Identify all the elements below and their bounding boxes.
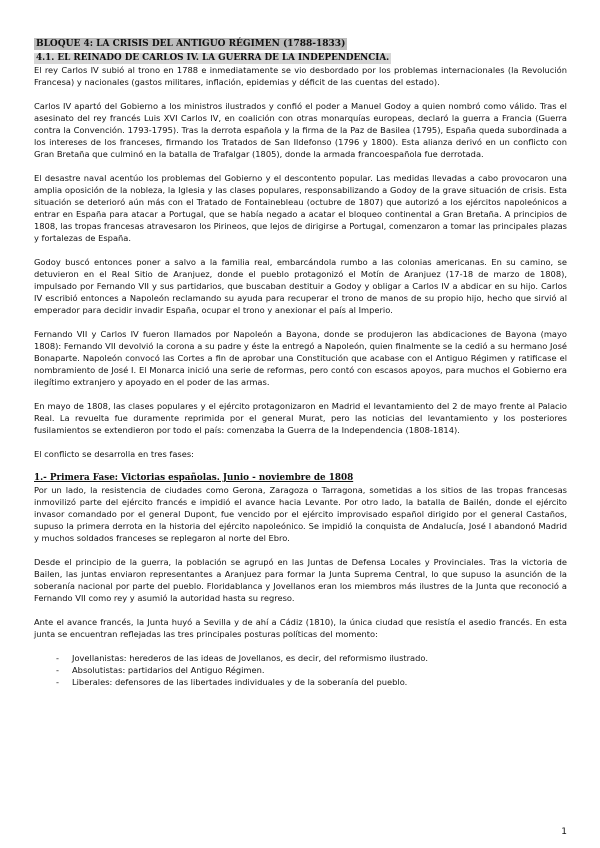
paragraph: Godoy buscó entonces poner a salvo a la familia real, embarcándola rumbo a las colonias americanas. En su camino, se detuvieron en el Real Sitio de Aranjuez, donde el pueblo protagonizó el Motín de Aranjuez (17-18 de marzo de 1808), impulsado por Fernando VII y sus partidarios, que buscaban destituir a Godoy y obligar a Carlos IV a abdicar en su hijo. Carlos IV escribió entonces a Napoleón reclamando su ayuda para recuperar el trono de manos de su propio hijo, hecho que sirvió al emperador para decidir invadir España, ocupar el trono y anexionar el país al Imperio. — [34, 257, 567, 315]
paragraph: El desastre naval acentúo los problemas del Gobierno y el descontento popular. Las medidas llevadas a cabo provocaron una amplia oposición de la nobleza, la Iglesia y las clases populares, responsabilizando a Godoy de la grave situación de crisis. Esta situación se deterioró aún más con el Tratado de Fontainebleau (octubre de 1807) que autorizó a los ejércitos napoleónicos a entrar en España para atacar a Portugal, que se había negado a acatar el bloqueo continental a Gran Bretaña. A principios de 1808, las tropas francesas atravesaron los Pirineos, que lejos de dirigirse a Portugal, comenzaron a tomar las principales plazas y fortalezas de España. — [34, 173, 567, 243]
phase-heading: 1.- Primera Fase: Victorias españolas. Junio - noviembre de 1808 — [34, 473, 354, 483]
paragraph: Ante el avance francés, la Junta huyó a Sevilla y de ahí a Cádiz (1810), la única ciudad que resistía el asedio francés. En esta junta se encuentran reflejadas las tres principales posturas políticas del momento: — [34, 617, 567, 639]
paragraph: Desde el principio de la guerra, la población se agrupó en las Juntas de Defensa Locales y Provinciales. Tras la victoria de Bailen, las juntas enviaron representantes a Aranjuez para formar la Junta Suprema Central, lo que supuso la asunción de la soberanía nacional por parte del pueblo. Floridablanca y Jovellanos eran los miembros más ilustres de la Junta que reconoció a Fernando VII como rey y asumió la autoridad hasta su regreso. — [34, 557, 567, 603]
paragraph: Carlos IV apartó del Gobierno a los ministros ilustrados y confió el poder a Manuel Godoy a quien nombró como válido. Tras el asesinato del rey francés Luis XVI Carlos IV, en coalición con otras monarquías europeas, declaró la guerra a Francia (Guerra contra la Convención. 1793-1795). Tras la derrota española y la firma de la Paz de Basilea (1795), España queda subordinada a los intereses de los franceses, firmando los Tratados de San Ildefonso (1796 y 1800). Esta alianza derivó en un conflicto con Gran Bretaña que culminó en la batalla de Trafalgar (1805), donde la armada francoespañola fue derrotada. — [34, 101, 567, 159]
block-title: BLOQUE 4: LA CRISIS DEL ANTIGUO RÉGIMEN (1788-1833) — [36, 39, 346, 49]
paragraph: Fernando VII y Carlos IV fueron llamados por Napoleón a Bayona, donde se produjeron las abdicaciones de Bayona (mayo 1808): Fernando VII devolvió la corona a su padre y éste la entregó a Napoleón, quien finalmente se la cedió a su hermano José Bonaparte. Napoleón convocó las Cortes a fin de aprobar una Constitución que acabase con el Antiguo Régimen y ratificase el nombramiento de José I. El Monarca inició una serie de reformas, pero contó con escasos apoyos, para muchos el Gobierno era ilegítimo extranjero y apoyado en el poder de las armas. — [34, 329, 567, 387]
list-item: - Jovellanistas: herederos de las ideas de Jovellanos, es decir, del reformismo ilustrado. — [34, 652, 567, 664]
list-item: - Liberales: defensores de las libertades individuales y de la soberanía del pueblo. — [34, 676, 567, 688]
positions-list — [34, 652, 567, 688]
paragraph: Por un lado, la resistencia de ciudades como Gerona, Zaragoza o Tarragona, sometidas a los sitios de las tropas francesas inmovilizó parte del ejército francés e impidió el avance hacia Levante. Por otro lado, la batalla de Bailén, donde el ejército invasor comandado por el general Dupont, fue vencido por el ejército improvisado español dirigido por el general Castaños, supuso la primera derrota en la historia del ejército napoleónico. Se impidió la conquista de Andalucía, José I abandonó Madrid y muchos soldados franceses se replegaron al norte del Ebro. — [34, 485, 567, 543]
section-title: 4.1. EL REINADO DE CARLOS IV. LA GUERRA DE LA INDEPENDENCIA. — [36, 53, 390, 63]
page-number: 1 — [561, 827, 567, 837]
paragraph: El conflicto se desarrolla en tres fases: — [34, 449, 194, 459]
paragraph: En mayo de 1808, las clases populares y el ejército protagonizaron en Madrid el levantamiento del 2 de mayo frente al Palacio Real. La revuelta fue duramente reprimida por el general Murat, pero las noticias del levantamiento y los posteriores fusilamientos se extendieron por todo el país: comenzaba la Guerra de la Independencia (1808-1814). — [34, 401, 567, 435]
paragraph: El rey Carlos IV subió al trono en 1788 e inmediatamente se vio desbordado por los problemas internacionales (la Revolución Francesa) y nacionales (gastos militares, inflación, epidemias y déficit de las cuentas del estado). — [34, 65, 567, 87]
list-item: - Absolutistas: partidarios del Antiguo Régimen. — [34, 664, 567, 676]
